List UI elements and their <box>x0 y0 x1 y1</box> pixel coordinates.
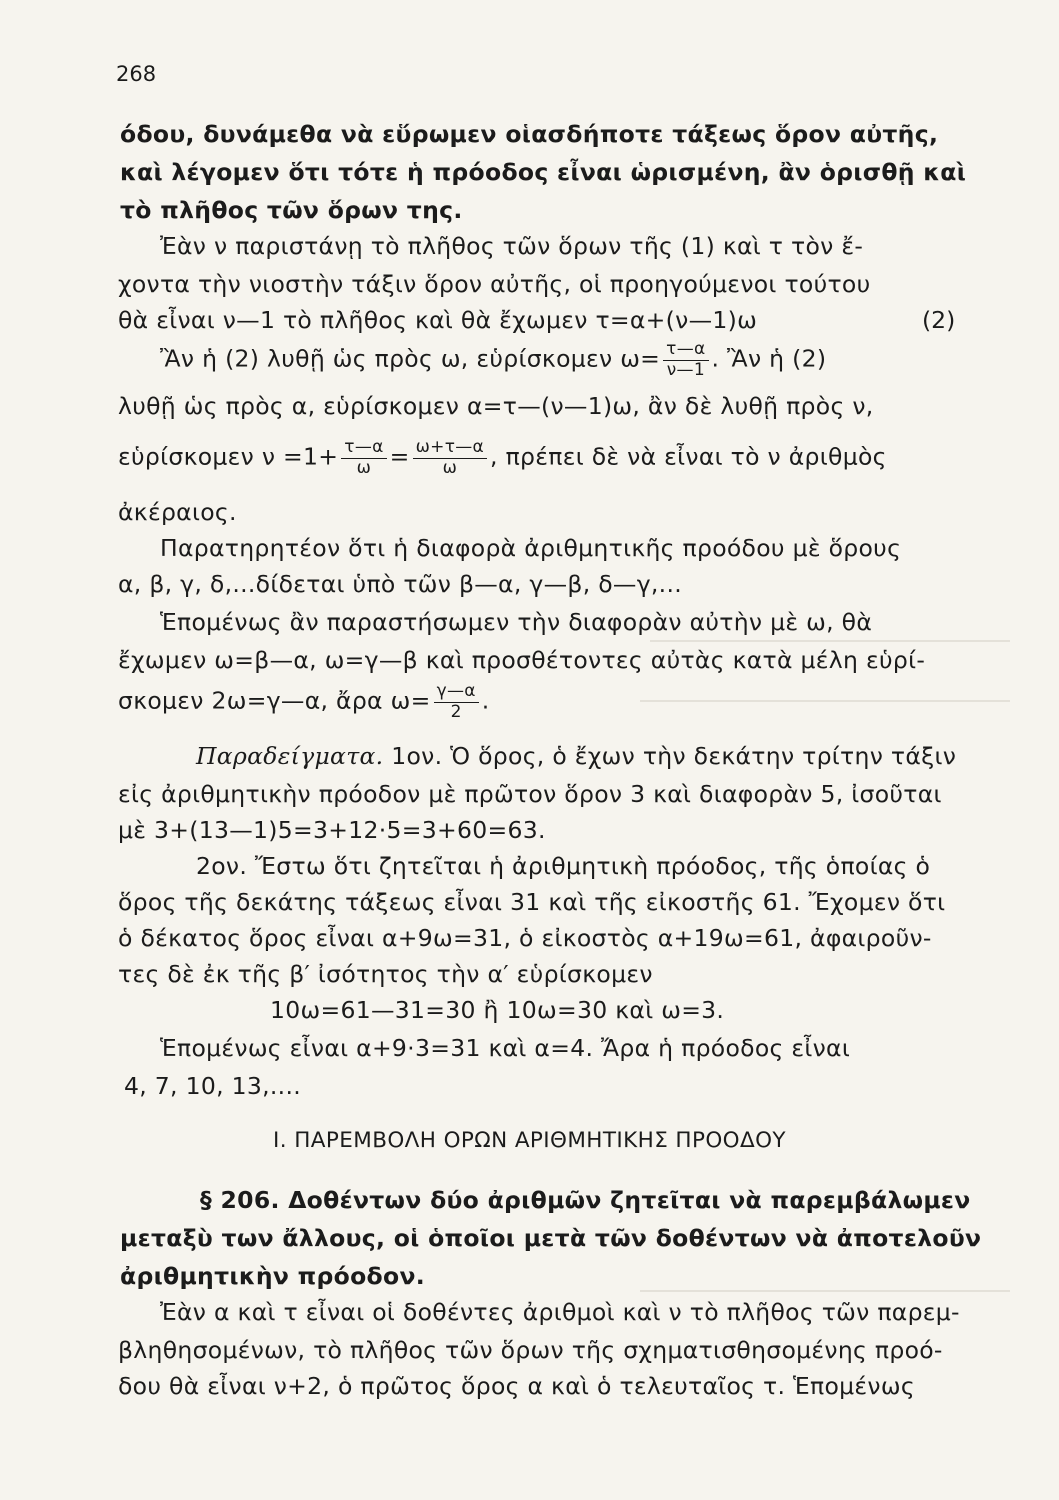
text-segment: σκομεν 2ω=γ—α, ἄρα ω= <box>118 686 431 715</box>
text-line <box>196 742 956 770</box>
text-line: Ἑπομένως εἶναι α+9·3=31 καὶ α=4. Ἄρα ἡ πρόοδος εἶναι <box>160 1034 851 1062</box>
text-line: Ἑπομένως ἂν παραστήσωμεν τὴν διαφορὰν αὐτὴν μὲ ω, θὰ <box>160 608 873 636</box>
text-line: ὁ δέκατος ὅρος εἶναι α+9ω=31, ὁ εἰκοστὸς α+19ω=61, ἀφαιροῦν- <box>118 924 932 952</box>
fraction-numerator: τ—α <box>341 438 386 459</box>
text-line: § 206. Δοθέντων δύο ἀριθμῶν ζητεῖται νὰ παρεμβάλωμεν <box>200 1186 971 1214</box>
text-line: Ἐὰν ν παριστάνῃ τὸ πλῆθος τῶν ὅρων τῆς (1) καὶ τ τὸν ἔ- <box>160 232 864 260</box>
text-line: καὶ λέγομεν ὅτι τότε ἡ πρόοδος εἶναι ὡρισμένη, ἂν ὁρισθῇ καὶ <box>120 158 967 186</box>
fraction <box>434 682 479 722</box>
text-line: βληθησομένων, τὸ πλῆθος τῶν ὅρων τῆς σχηματισθησομένης προό- <box>118 1336 943 1364</box>
text-line: θὰ εἶναι ν—1 τὸ πλῆθος καὶ θὰ ἔχωμεν τ=α+(ν—1)ω <box>118 306 758 334</box>
text-line: 4, 7, 10, 13,.... <box>124 1072 301 1100</box>
text-segment: 1ον. Ὁ ὅρος, ὁ ἔχων τὴν δεκάτην τρίτην τάξιν <box>391 742 957 770</box>
fraction-numerator: γ—α <box>434 682 479 703</box>
bleed-through-mark <box>640 700 1010 702</box>
text-line: α, β, γ, δ,...δίδεται ὑπὸ τῶν β—α, γ—β, δ—γ,... <box>118 570 682 598</box>
text-line <box>118 682 490 722</box>
text-line: όδου, δυνάμεθα νὰ εὕρωμεν οἱασδήποτε τάξεως ὅρον αὐτῆς, <box>120 120 939 148</box>
text-line: τες δὲ ἐκ τῆς β′ ἰσότητος τὴν α′ εὑρίσκομεν <box>118 960 653 988</box>
fraction <box>663 340 708 380</box>
equation-number: (2) <box>922 306 956 334</box>
text-line: μὲ 3+(13—1)5=3+12·5=3+60=63. <box>118 816 546 844</box>
text-line: δου θὰ εἶναι ν+2, ὁ πρῶτος ὅρος α καὶ ὁ τελευταῖος τ. Ἑπομένως <box>118 1372 915 1400</box>
text-line: εἰς ἀριθμητικὴν πρόοδον μὲ πρῶτον ὅρον 3 καὶ διαφορὰν 5, ἰσοῦται <box>118 780 942 808</box>
text-segment: . Ἂν ἡ (2) <box>711 344 827 373</box>
text-line: ἀκέραιος. <box>118 498 237 526</box>
fraction <box>341 438 386 478</box>
fraction-denominator: ν—1 <box>666 359 705 380</box>
text-line: Παρατηρητέον ὅτι ἡ διαφορὰ ἀριθμητικῆς προόδου μὲ ὅρους <box>160 534 902 562</box>
text-segment: εὑρίσκομεν ν =1+ <box>118 442 339 471</box>
text-line: 10ω=61—31=30 ἢ 10ω=30 καὶ ω=3. <box>270 996 725 1024</box>
bleed-through-mark <box>650 640 1010 642</box>
fraction-numerator: τ—α <box>663 340 708 361</box>
fraction-numerator: ω+τ—α <box>413 438 487 459</box>
text-segment: Ἂν ἡ (2) λυθῇ ὡς πρὸς ω, εὑρίσκομεν ω= <box>160 344 661 373</box>
text-segment: , πρέπει δὲ νὰ εἶναι τὸ ν ἀριθμὸς <box>490 442 887 471</box>
section-heading: I. ΠΑΡΕΜΒΟΛΗ ΟΡΩΝ ΑΡΙΘΜΗΤΙΚΗΣ ΠΡΟΟΔΟΥ <box>273 1128 786 1153</box>
fraction-denominator: 2 <box>450 701 462 722</box>
text-line: ὅρος τῆς δεκάτης τάξεως εἶναι 31 καὶ τῆς εἰκοστῆς 61. Ἔχομεν ὅτι <box>118 888 946 916</box>
fraction <box>413 438 487 478</box>
fraction-denominator: ω <box>442 457 458 478</box>
text-line <box>160 340 826 380</box>
text-line: μεταξὺ των ἄλλους, οἱ ὁποῖοι μετὰ τῶν δοθέντων νὰ ἀποτελοῦν <box>120 1224 982 1252</box>
text-line: Ἐὰν α καὶ τ εἶναι οἱ δοθέντες ἀριθμοὶ καὶ ν τὸ πλῆθος τῶν παρεμ- <box>160 1298 960 1326</box>
text-line: ἀριθμητικὴν πρόοδον. <box>120 1262 425 1290</box>
text-segment: . <box>481 686 490 715</box>
text-line: ἔχωμεν ω=β—α, ω=γ—β καὶ προσθέτοντες αὐτὰς κατὰ μέλη εὑρί- <box>118 646 926 674</box>
examples-label: Παραδείγματα. <box>196 742 384 770</box>
page-number: 268 <box>116 62 157 86</box>
text-line: τὸ πλῆθος τῶν ὅρων της. <box>120 196 463 224</box>
text-line: 2ον. Ἔστω ὅτι ζητεῖται ἡ ἀριθμητικὴ πρόοδος, τῆς ὁποίας ὁ <box>196 852 931 880</box>
bleed-through-mark <box>640 1290 1010 1292</box>
text-segment: = <box>389 442 410 471</box>
text-line <box>118 438 887 478</box>
fraction-denominator: ω <box>356 457 372 478</box>
text-line: λυθῇ ὡς πρὸς α, εὑρίσκομεν α=τ—(ν—1)ω, ἂν δὲ λυθῇ πρὸς ν, <box>118 392 874 420</box>
text-line: χοντα τὴν νιοστὴν τάξιν ὅρον αὐτῆς, οἱ προηγούμενοι τούτου <box>118 270 871 298</box>
